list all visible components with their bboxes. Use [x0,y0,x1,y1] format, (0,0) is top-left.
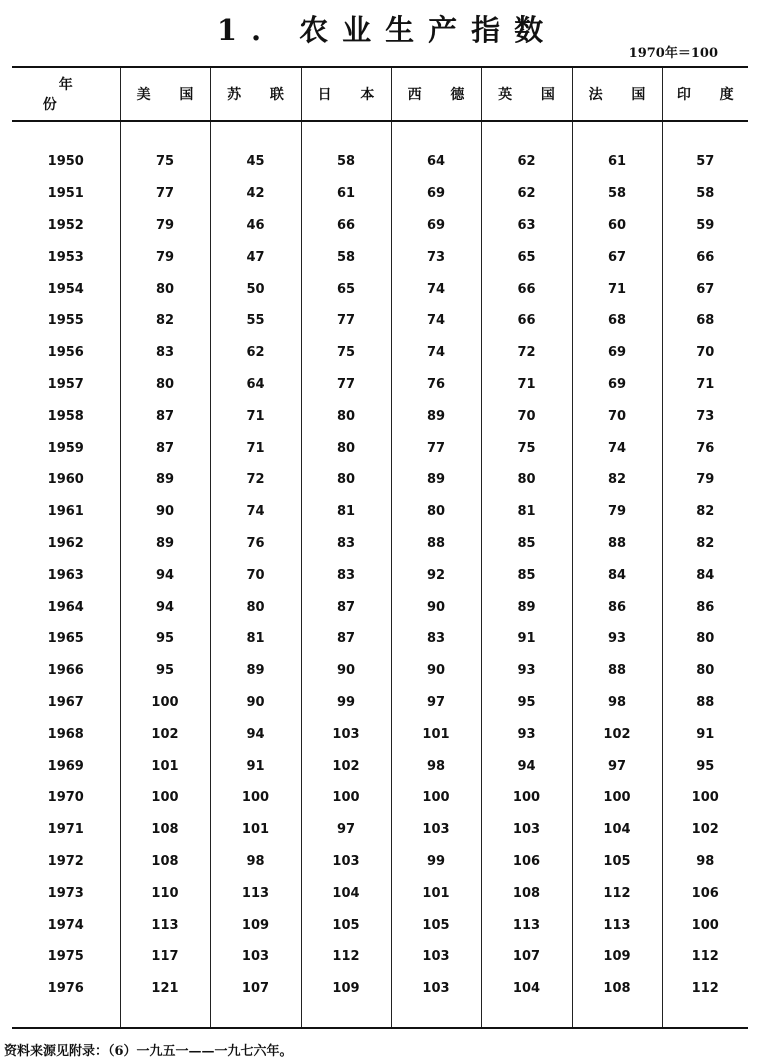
index-cell: 88 [572,528,662,560]
index-cell: 103 [301,846,391,878]
index-cell: 75 [301,337,391,369]
column-header: 年 份 [12,67,120,121]
index-cell: 108 [120,814,210,846]
index-cell: 100 [301,782,391,814]
column-header: 印 度 [662,67,748,121]
index-cell: 75 [120,121,210,178]
index-cell: 79 [662,464,748,496]
index-cell: 109 [572,941,662,973]
index-cell: 100 [120,687,210,719]
index-cell: 90 [210,687,301,719]
index-cell: 95 [120,623,210,655]
year-cell: 1954 [47,281,84,297]
index-cell: 100 [120,782,210,814]
table-row [12,305,748,337]
index-cell: 86 [662,591,748,623]
year-cell: 1962 [47,535,84,551]
index-cell: 89 [391,400,481,432]
index-cell: 69 [572,369,662,401]
index-cell: 109 [210,909,301,941]
year-cell: 1956 [47,345,84,361]
index-cell: 113 [120,909,210,941]
year-cell: 1952 [47,217,84,233]
index-cell: 80 [120,273,210,305]
index-cell: 66 [301,210,391,242]
table-row [12,528,748,560]
year-cell: 1951 [47,186,84,202]
year-cell: 1970 [47,790,84,806]
index-cell: 79 [120,210,210,242]
index-cell: 103 [210,941,301,973]
index-cell: 95 [662,750,748,782]
index-cell: 91 [210,750,301,782]
index-cell: 107 [210,973,301,1028]
index-cell: 103 [481,814,572,846]
column-header: 苏 联 [210,67,301,121]
index-cell: 103 [301,718,391,750]
table-body [12,121,748,1028]
index-cell: 83 [120,337,210,369]
index-cell: 70 [572,400,662,432]
index-cell: 64 [391,121,481,178]
table-row [12,623,748,655]
table-header-row [12,67,748,121]
index-cell: 100 [391,782,481,814]
index-cell: 71 [210,400,301,432]
index-cell: 90 [391,655,481,687]
index-cell: 80 [662,655,748,687]
index-cell: 80 [301,400,391,432]
index-cell: 64 [210,369,301,401]
year-cell: 1969 [47,758,84,774]
index-cell: 93 [481,718,572,750]
table-row [12,464,748,496]
index-cell: 74 [210,496,301,528]
index-cell: 65 [481,241,572,273]
index-cell: 106 [662,877,748,909]
index-cell: 85 [481,528,572,560]
index-cell: 79 [120,241,210,273]
index-cell: 62 [481,121,572,178]
index-cell: 70 [481,400,572,432]
index-cell: 102 [301,750,391,782]
index-cell: 63 [481,210,572,242]
year-cell: 1957 [47,376,84,392]
index-cell: 85 [481,559,572,591]
index-cell: 92 [391,559,481,591]
table-row [12,559,748,591]
table-row [12,846,748,878]
index-cell: 62 [210,337,301,369]
index-cell: 91 [662,718,748,750]
index-cell: 87 [301,623,391,655]
index-cell: 73 [391,241,481,273]
index-cell: 58 [572,178,662,210]
index-cell: 90 [120,496,210,528]
page-title: 1. 农业生产指数 [216,13,558,47]
index-cell: 71 [210,432,301,464]
index-cell: 103 [391,973,481,1028]
index-cell: 81 [481,496,572,528]
index-cell: 80 [301,464,391,496]
year-cell: 1976 [12,973,120,1028]
index-cell: 97 [301,814,391,846]
index-cell: 117 [120,941,210,973]
base-year-note: 1970年＝100 [628,46,718,61]
index-cell: 94 [120,591,210,623]
index-cell: 83 [301,528,391,560]
index-cell: 67 [662,273,748,305]
year-cell: 1950 [47,154,84,170]
index-cell: 103 [391,814,481,846]
index-cell: 89 [391,464,481,496]
agricultural-index-table [12,66,748,1029]
index-cell: 76 [210,528,301,560]
table-row [12,337,748,369]
index-cell: 90 [301,655,391,687]
table-row [12,241,748,273]
index-cell: 103 [391,941,481,973]
table-row [12,273,748,305]
index-cell: 87 [120,400,210,432]
table-row [12,687,748,719]
table-row [12,432,748,464]
index-cell: 112 [572,877,662,909]
table-row [12,121,748,178]
index-cell: 80 [301,432,391,464]
year-cell: 1966 [47,663,84,679]
index-cell: 93 [572,623,662,655]
index-cell: 80 [120,369,210,401]
index-cell: 104 [301,877,391,909]
index-cell: 82 [572,464,662,496]
table-row [12,210,748,242]
index-cell: 88 [572,655,662,687]
index-cell: 87 [301,591,391,623]
table-row [12,369,748,401]
index-cell: 77 [301,305,391,337]
index-cell: 101 [210,814,301,846]
index-cell: 45 [210,121,301,178]
year-cell: 1955 [47,313,84,329]
index-cell: 77 [120,178,210,210]
index-cell: 100 [481,782,572,814]
index-cell: 100 [572,782,662,814]
index-cell: 76 [662,432,748,464]
table-row [12,877,748,909]
index-cell: 62 [481,178,572,210]
index-cell: 94 [120,559,210,591]
column-header: 日 本 [301,67,391,121]
index-cell: 69 [572,337,662,369]
index-cell: 113 [481,909,572,941]
index-cell: 83 [391,623,481,655]
table-row [12,655,748,687]
year-cell: 1964 [47,599,84,615]
index-cell: 73 [662,400,748,432]
year-cell: 1965 [47,631,84,647]
index-cell: 70 [210,559,301,591]
index-cell: 107 [481,941,572,973]
index-cell: 82 [120,305,210,337]
index-cell: 86 [572,591,662,623]
index-cell: 100 [210,782,301,814]
index-cell: 58 [662,178,748,210]
table-row [12,750,748,782]
index-cell: 94 [210,718,301,750]
index-cell: 93 [481,655,572,687]
index-cell: 101 [120,750,210,782]
year-cell: 1974 [47,917,84,933]
index-cell: 80 [481,464,572,496]
table-row [12,400,748,432]
year-cell: 1953 [47,249,84,265]
index-cell: 71 [662,369,748,401]
index-cell: 72 [481,337,572,369]
column-header: 美 国 [120,67,210,121]
index-cell: 83 [301,559,391,591]
year-cell: 1973 [47,885,84,901]
index-cell: 74 [391,273,481,305]
index-cell: 105 [391,909,481,941]
index-cell: 55 [210,305,301,337]
index-cell: 98 [391,750,481,782]
index-cell: 80 [391,496,481,528]
table-row [12,814,748,846]
index-cell: 88 [662,687,748,719]
index-cell: 100 [662,782,748,814]
index-cell: 88 [391,528,481,560]
index-cell: 68 [572,305,662,337]
index-cell: 68 [662,305,748,337]
index-cell: 75 [481,432,572,464]
source-note: 资料来源见附录：（6）一九五一——一九七六年。 [4,1044,293,1059]
index-cell: 102 [662,814,748,846]
index-cell: 105 [572,846,662,878]
index-cell: 79 [572,496,662,528]
column-header: 法 国 [572,67,662,121]
index-cell: 98 [662,846,748,878]
table-row [12,941,748,973]
index-cell: 112 [662,973,748,1028]
index-cell: 97 [391,687,481,719]
index-cell: 99 [301,687,391,719]
index-cell: 82 [662,528,748,560]
index-cell: 109 [301,973,391,1028]
index-cell: 112 [301,941,391,973]
index-cell: 102 [572,718,662,750]
index-cell: 81 [301,496,391,528]
index-cell: 71 [572,273,662,305]
table-row [12,973,748,1028]
index-cell: 95 [481,687,572,719]
year-cell: 1958 [47,408,84,424]
index-cell: 101 [391,718,481,750]
index-cell: 89 [481,591,572,623]
index-cell: 66 [481,305,572,337]
index-cell: 121 [120,973,210,1028]
index-cell: 89 [120,528,210,560]
index-cell: 108 [481,877,572,909]
index-cell: 70 [662,337,748,369]
table-row [12,782,748,814]
index-cell: 61 [572,121,662,178]
index-cell: 66 [481,273,572,305]
index-cell: 89 [210,655,301,687]
index-cell: 82 [662,496,748,528]
index-cell: 97 [572,750,662,782]
index-cell: 87 [120,432,210,464]
year-cell: 1972 [47,853,84,869]
index-cell: 108 [120,846,210,878]
index-cell: 65 [301,273,391,305]
index-cell: 66 [662,241,748,273]
index-cell: 77 [301,369,391,401]
index-cell: 102 [120,718,210,750]
index-cell: 105 [301,909,391,941]
index-cell: 106 [481,846,572,878]
index-cell: 81 [210,623,301,655]
index-cell: 72 [210,464,301,496]
index-cell: 90 [391,591,481,623]
index-cell: 113 [210,877,301,909]
index-cell: 89 [120,464,210,496]
year-cell: 1960 [47,472,84,488]
index-cell: 67 [572,241,662,273]
table-row [12,591,748,623]
column-header: 西 德 [391,67,481,121]
year-cell: 1971 [47,822,84,838]
index-cell: 69 [391,210,481,242]
index-cell: 58 [301,121,391,178]
year-cell: 1961 [47,504,84,520]
index-cell: 84 [662,559,748,591]
index-cell: 58 [301,241,391,273]
index-cell: 71 [481,369,572,401]
index-cell: 59 [662,210,748,242]
index-cell: 61 [301,178,391,210]
index-cell: 47 [210,241,301,273]
index-cell: 101 [391,877,481,909]
index-cell: 84 [572,559,662,591]
year-cell: 1968 [47,726,84,742]
index-cell: 74 [572,432,662,464]
index-cell: 74 [391,305,481,337]
year-cell: 1963 [47,567,84,583]
index-cell: 42 [210,178,301,210]
index-cell: 104 [572,814,662,846]
column-header: 英 国 [481,67,572,121]
index-cell: 95 [120,655,210,687]
index-cell: 77 [391,432,481,464]
index-cell: 80 [210,591,301,623]
table-row [12,496,748,528]
year-cell: 1975 [47,949,84,965]
index-cell: 91 [481,623,572,655]
index-cell: 98 [572,687,662,719]
index-cell: 108 [572,973,662,1028]
index-cell: 104 [481,973,572,1028]
index-cell: 60 [572,210,662,242]
index-cell: 74 [391,337,481,369]
index-cell: 112 [662,941,748,973]
table-row [12,909,748,941]
index-cell: 57 [662,121,748,178]
index-cell: 69 [391,178,481,210]
index-cell: 99 [391,846,481,878]
year-cell: 1959 [47,440,84,456]
index-cell: 50 [210,273,301,305]
index-cell: 46 [210,210,301,242]
index-cell: 100 [662,909,748,941]
index-cell: 110 [120,877,210,909]
index-cell: 98 [210,846,301,878]
index-cell: 94 [481,750,572,782]
index-cell: 113 [572,909,662,941]
table-row [12,178,748,210]
year-cell: 1967 [47,694,84,710]
table-row [12,718,748,750]
index-cell: 80 [662,623,748,655]
index-cell: 76 [391,369,481,401]
